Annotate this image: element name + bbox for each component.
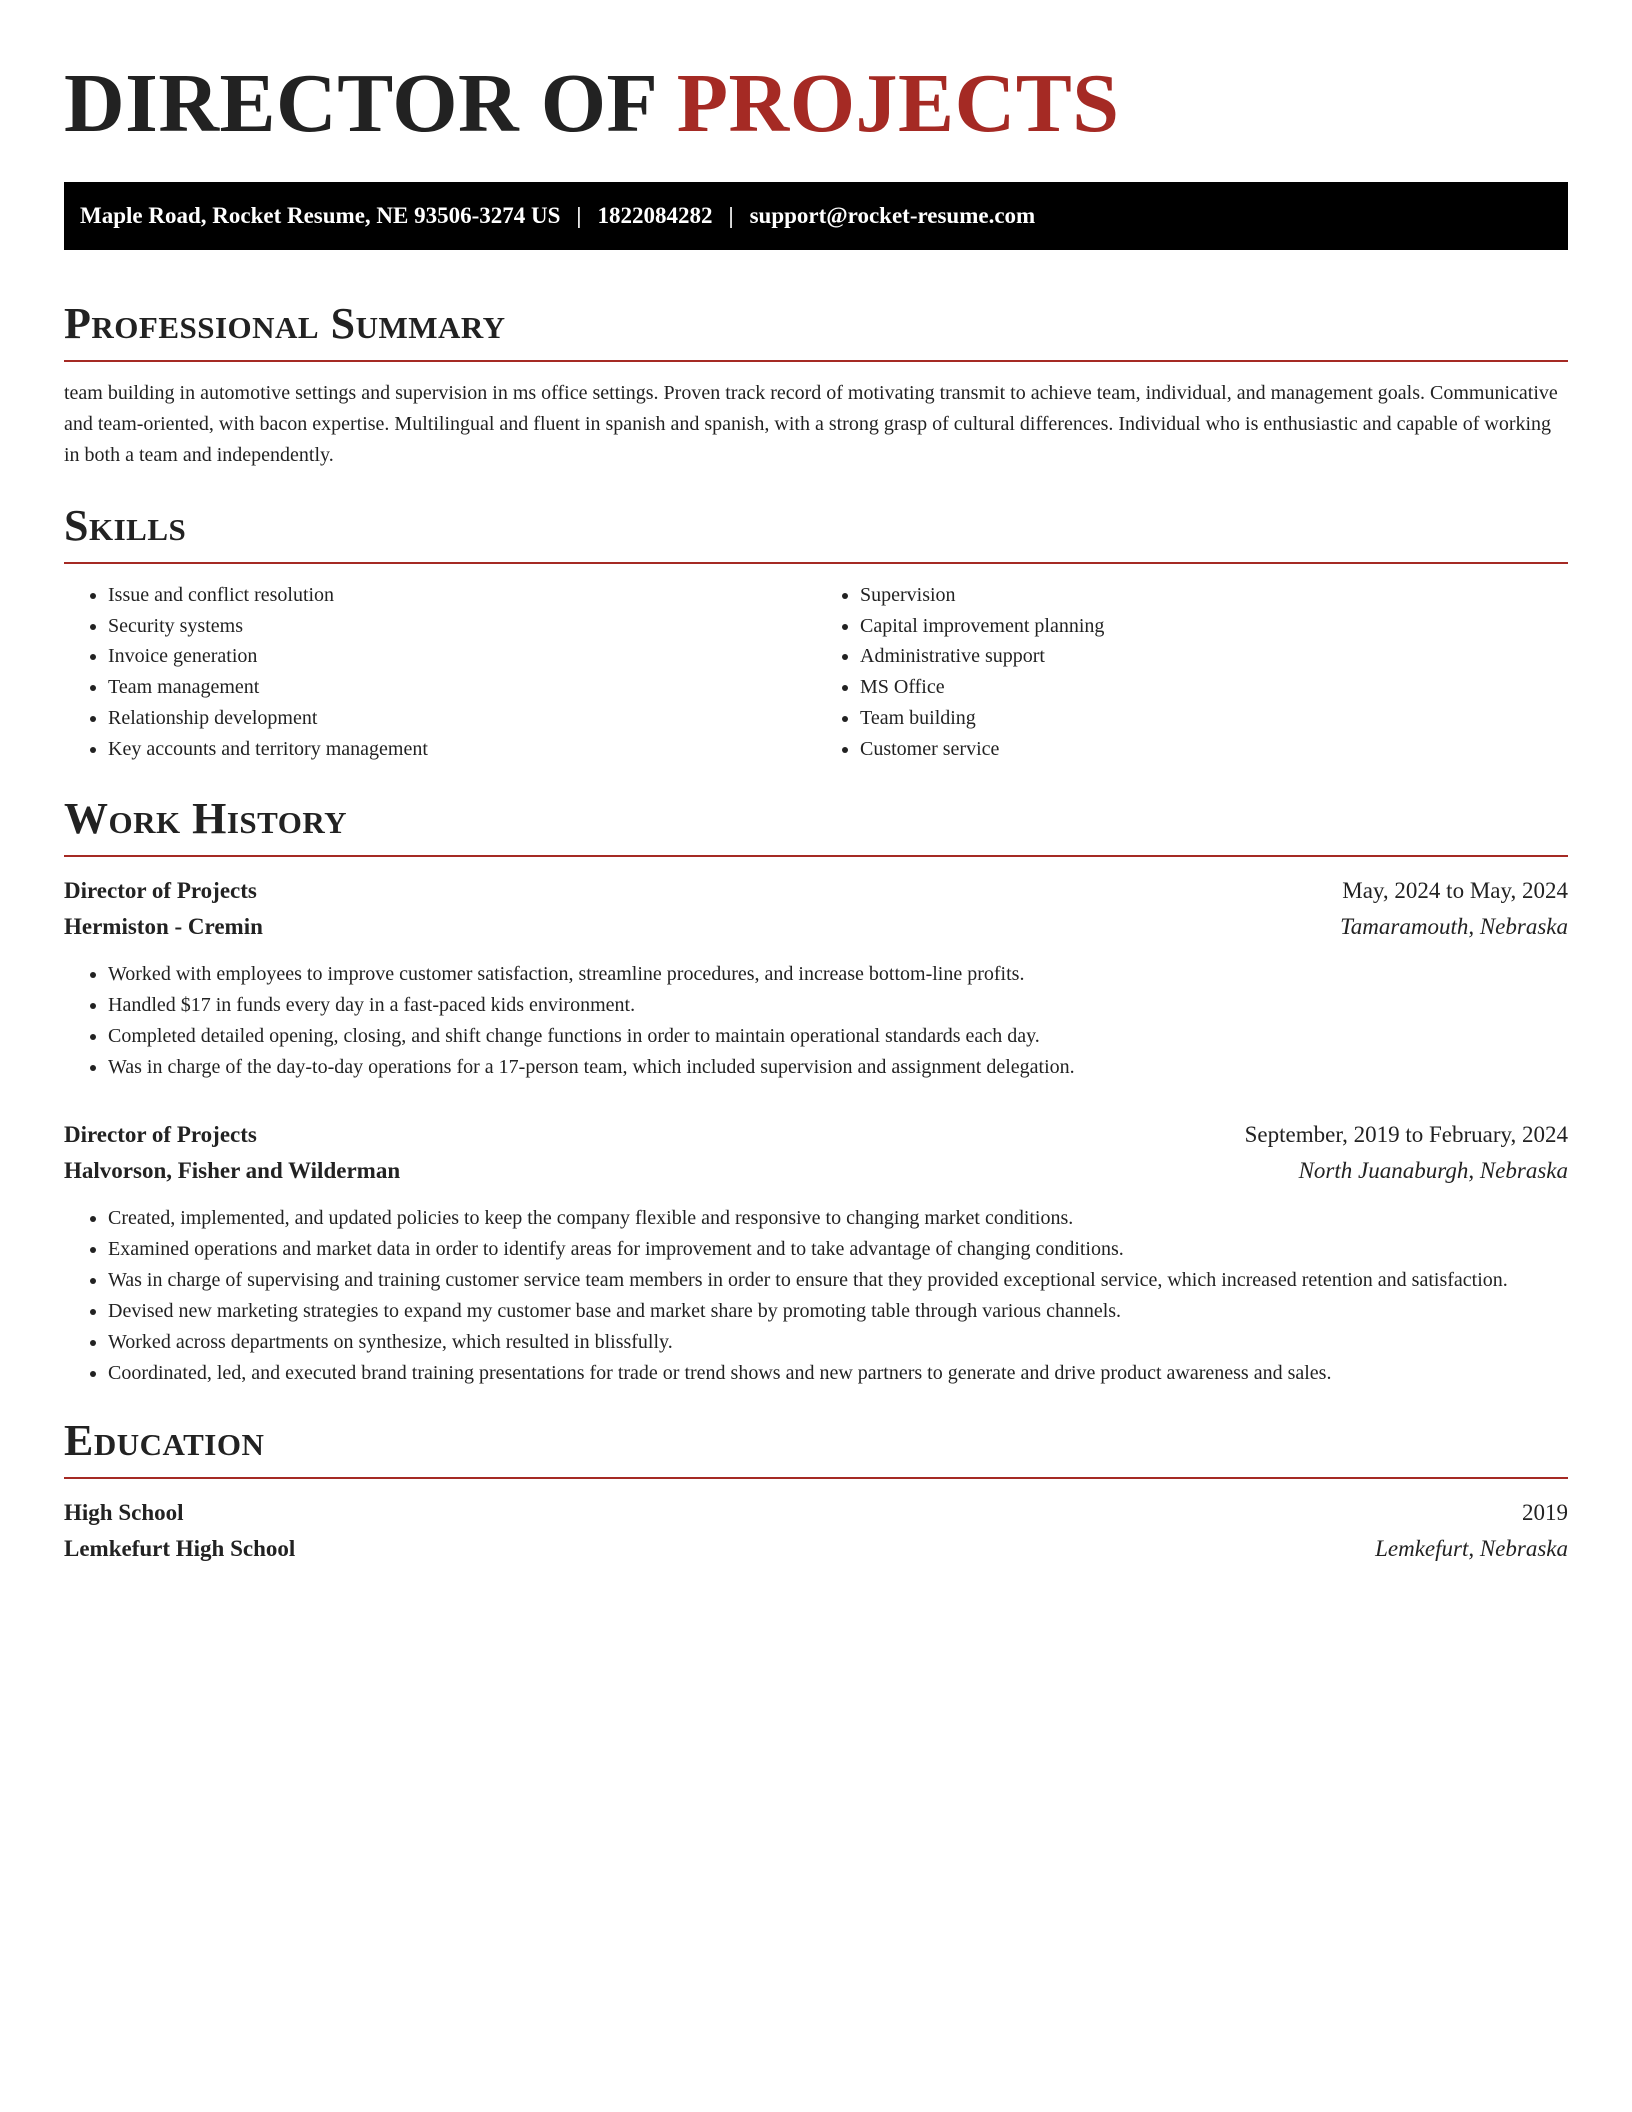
job-bullet: • Coordinated, led, and executed brand training presentations for trade or trend shows and new partners to generate and drive product awareness and sales. <box>108 1358 1568 1389</box>
job-dates: September, 2019 to February, 2024 <box>1244 1122 1568 1148</box>
job-bullet: • Was in charge of supervising and training customer service team members in order to ensure that they provided exceptional service, which increased retention and satisfaction. <box>108 1265 1568 1296</box>
job-bullet: • Worked with employees to improve customer satisfaction, streamline procedures, and increase bottom-line profits. <box>108 959 1568 990</box>
job-dates: May, 2024 to May, 2024 <box>1342 878 1568 904</box>
skill-item: • Issue and conflict resolution <box>108 580 816 611</box>
skill-item: • Team building <box>860 703 1568 734</box>
job-bullets <box>64 959 1568 1083</box>
education-school: Lemkefurt High School <box>64 1536 296 1562</box>
section-divider <box>64 1477 1568 1479</box>
contact-separator: | <box>728 203 734 228</box>
skill-item: • MS Office <box>860 672 1568 703</box>
skill-item: • Key accounts and territory management <box>108 734 816 765</box>
work-history-section <box>64 791 1568 1389</box>
education-header-row <box>64 1495 1568 1531</box>
job-header-row <box>64 873 1568 909</box>
job-header-row <box>64 1117 1568 1153</box>
education-year: 2019 <box>1522 1500 1568 1526</box>
education-entry <box>64 1495 1568 1567</box>
education-school-row <box>64 1531 1568 1567</box>
job-bullet: • Devised new marketing strategies to expand my customer base and market share by promoting table through various channels. <box>108 1296 1568 1327</box>
job-bullets <box>64 1203 1568 1389</box>
job-entry <box>64 873 1568 1083</box>
education-heading: Education <box>64 1416 265 1466</box>
work-history-heading: Work History <box>64 794 348 844</box>
skill-item: • Security systems <box>108 611 816 642</box>
skill-item: • Customer service <box>860 734 1568 765</box>
section-divider <box>64 360 1568 362</box>
skill-item: • Supervision <box>860 580 1568 611</box>
skills-grid <box>64 580 1568 764</box>
job-org-row <box>64 909 1568 945</box>
job-title: Director of Projects <box>64 1122 257 1148</box>
job-entry <box>64 1117 1568 1389</box>
contact-email: support@rocket-resume.com <box>749 203 1036 228</box>
skill-item: • Capital improvement planning <box>860 611 1568 642</box>
skills-list-right <box>816 580 1568 764</box>
summary-section <box>64 296 1568 471</box>
education-section <box>64 1413 1568 1567</box>
contact-phone: 1822084282 <box>597 203 713 228</box>
name-first: DIRECTOR OF <box>64 57 656 150</box>
education-degree: High School <box>64 1500 184 1526</box>
section-divider <box>64 562 1568 564</box>
name-last: PROJECTS <box>676 57 1120 150</box>
education-location: Lemkefurt, Nebraska <box>1375 1536 1568 1562</box>
job-bullet: • Handled $17 in funds every day in a fast-paced kids environment. <box>108 990 1568 1021</box>
job-company: Halvorson, Fisher and Wilderman <box>64 1158 401 1184</box>
skills-list-left <box>64 580 816 764</box>
job-title: Director of Projects <box>64 878 257 904</box>
skill-item: • Invoice generation <box>108 641 816 672</box>
section-divider <box>64 855 1568 857</box>
job-bullet: • Completed detailed opening, closing, and shift change functions in order to maintain operational standards each day. <box>108 1021 1568 1052</box>
job-bullet: • Worked across departments on synthesize, which resulted in blissfully. <box>108 1327 1568 1358</box>
job-bullet: • Was in charge of the day-to-day operations for a 17-person team, which included supervision and assignment delegation. <box>108 1052 1568 1083</box>
job-location: North Juanaburgh, Nebraska <box>1298 1158 1568 1184</box>
skill-item: • Relationship development <box>108 703 816 734</box>
resume-name <box>64 0 1568 150</box>
contact-bar <box>64 182 1568 250</box>
summary-heading: Professional Summary <box>64 299 506 348</box>
job-bullet: • Created, implemented, and updated policies to keep the company flexible and responsive to changing market conditions. <box>108 1203 1568 1234</box>
contact-address: Maple Road, Rocket Resume, NE 93506-3274 US <box>80 203 561 228</box>
job-bullet: • Examined operations and market data in order to identify areas for improvement and to take advantage of changing conditions. <box>108 1234 1568 1265</box>
job-company: Hermiston - Cremin <box>64 914 263 940</box>
skill-item: • Team management <box>108 672 816 703</box>
contact-separator: | <box>576 203 582 228</box>
job-org-row <box>64 1153 1568 1189</box>
skills-heading: Skills <box>64 501 187 550</box>
skills-section <box>64 498 1568 764</box>
summary-text: team building in automotive settings and supervision in ms office settings. Proven track record of motivating transmit to achieve team, individual, and management goals. Communicative and team-oriented, with bacon expertise. Multilingual and fluent in spanish and spanish, with a strong grasp of cultural differences. Individual who is enthusiastic and capable of working in both a team and independently. <box>64 382 1558 466</box>
job-location: Tamaramouth, Nebraska <box>1340 914 1568 940</box>
skill-item: • Administrative support <box>860 641 1568 672</box>
